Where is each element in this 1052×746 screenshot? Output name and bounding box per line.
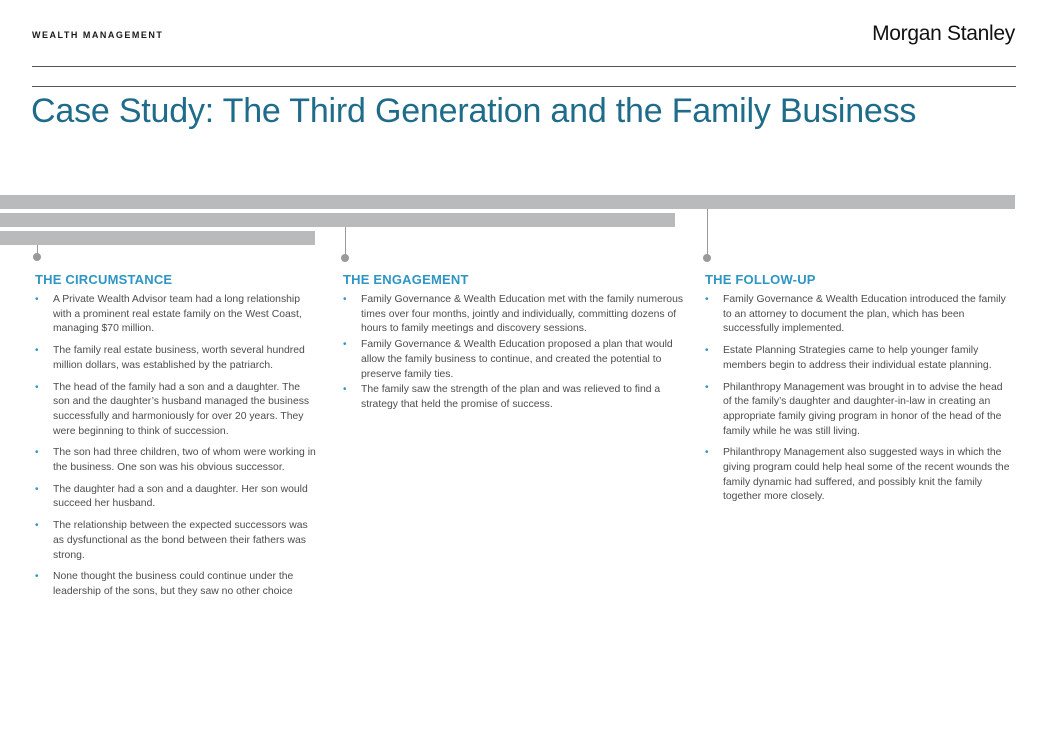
brand-logo: Morgan Stanley	[872, 22, 1015, 45]
bullet-icon: •	[705, 447, 709, 459]
timeline-bar-circumstance	[0, 231, 315, 245]
page-title: Case Study: The Third Generation and the Family Business	[31, 92, 917, 130]
bullet-icon: •	[35, 520, 39, 532]
timeline-dot-follow-up	[703, 254, 711, 262]
column-engagement	[343, 272, 685, 414]
bullet-icon: •	[343, 339, 347, 351]
bullet-list	[705, 293, 1011, 505]
timeline-bar-follow-up	[0, 195, 1015, 209]
bullet-icon: •	[343, 384, 347, 396]
timeline-dot-circumstance	[33, 253, 41, 261]
bullet-icon: •	[35, 381, 39, 393]
column-heading: THE ENGAGEMENT	[343, 272, 469, 287]
timeline-stem-follow-up	[707, 209, 708, 255]
timeline-dot-engagement	[341, 254, 349, 262]
timeline-bar-engagement	[0, 213, 675, 227]
bullet-icon: •	[35, 483, 39, 495]
column-heading: THE FOLLOW-UP	[705, 272, 816, 287]
list-item: • The relationship between the expected successors was as dysfunctional as the bond between their fathers was strong.	[35, 520, 308, 561]
list-item: • The son had three children, two of whom were working in the business. One son was his obvious successor.	[35, 447, 316, 474]
list-item: • The head of the family had a son and a daughter. The son and the daughter’s husband managed the business successfully and harmoniously for over 20 years. They were beginning to think of succession.	[35, 381, 310, 437]
bullet-icon: •	[35, 447, 39, 459]
list-item: • None thought the business could continue under the leadership of the sons, but they saw no other choice	[35, 571, 294, 597]
bullet-icon: •	[35, 345, 39, 357]
list-item: • Family Governance & Wealth Education proposed a plan that would allow the family business to continue, and created the potential to preserve family ties.	[343, 339, 673, 380]
list-item: • The daughter had a son and a daughter. Her son would succeed her husband.	[35, 483, 308, 510]
bullet-icon: •	[343, 294, 347, 305]
list-item: • Estate Planning Strategies came to help younger family members begin to address their individual estate planning.	[705, 345, 992, 371]
header-rule-bottom	[32, 86, 1016, 87]
column-heading: THE CIRCUMSTANCE	[35, 272, 173, 287]
list-item: • Family Governance & Wealth Education met with the family numerous times over four months, jointly and individually, committing dozens of hours to family meetings and discovery sessions.	[343, 294, 684, 335]
header-rule-top	[32, 66, 1016, 67]
bullet-icon: •	[35, 571, 39, 583]
list-item: • The family real estate business, worth several hundred million dollars, was established by the patriarch.	[35, 345, 305, 371]
timeline-stem-engagement	[345, 227, 346, 255]
bullet-icon: •	[35, 294, 39, 305]
bullet-list	[35, 293, 318, 600]
bullet-icon: •	[705, 345, 709, 357]
column-follow-up	[705, 272, 1011, 512]
column-circumstance	[35, 272, 318, 607]
list-item: • Family Governance & Wealth Education introduced the family to an attorney to document the plan, which has been successfully implemented.	[705, 294, 1006, 335]
bullet-icon: •	[705, 294, 709, 305]
list-item: • Philanthropy Management was brought in to advise the head of the family’s daughter and daughter-in-law in creating an appropriate family giving program in honor of the head of the family while he was still living.	[705, 381, 1003, 437]
section-label: WEALTH MANAGEMENT	[32, 30, 164, 40]
list-item: • The family saw the strength of the plan and was relieved to find a strategy that held the promise of success.	[343, 384, 661, 410]
list-item: • A Private Wealth Advisor team had a long relationship with a prominent real estate family on the West Coast, managing $70 million.	[35, 294, 302, 335]
bullet-icon: •	[705, 381, 709, 393]
bullet-list	[343, 293, 685, 413]
list-item: • Philanthropy Management also suggested ways in which the giving program could help heal some of the recent wounds the family dynamic had suffered, and possibly knit the family together more closely.	[705, 447, 1010, 503]
